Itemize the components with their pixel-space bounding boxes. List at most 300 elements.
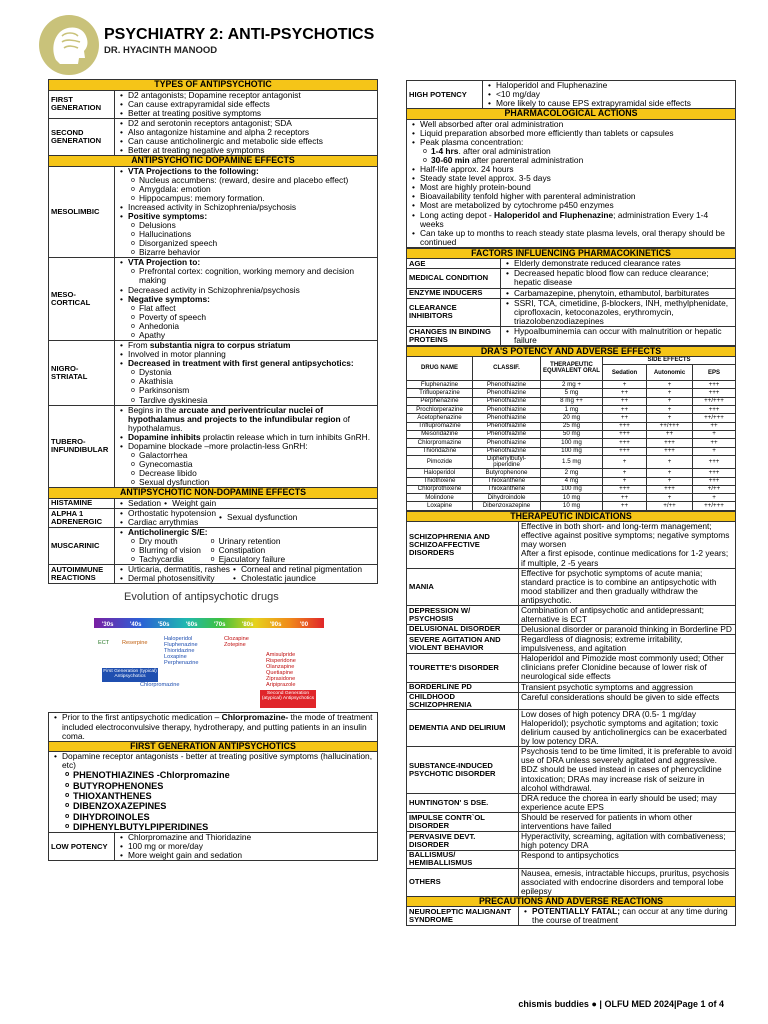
table-cell: + bbox=[603, 469, 647, 477]
table-cell: + bbox=[693, 447, 736, 455]
types-table bbox=[48, 79, 378, 584]
list-item bbox=[128, 359, 375, 404]
table-cell: + bbox=[647, 469, 693, 477]
cell-text: Low doses of high potency DRA (0.5- 1 mg/day Haloperidol); psychotic symptoms and agitation; toxic delirium caused by anticholinergics can be exacerbated by low potency DRA. bbox=[519, 709, 736, 746]
table-cell: 1.5 mg bbox=[541, 455, 603, 468]
bullet-list bbox=[51, 713, 375, 740]
table-cell: 100 mg bbox=[541, 439, 603, 447]
bullet-list bbox=[117, 91, 375, 118]
table-cell: Prochlorperazine bbox=[407, 406, 473, 414]
table-row bbox=[407, 389, 736, 397]
table-cell: Molindone bbox=[407, 494, 473, 502]
figure-label: Zotepine bbox=[224, 642, 246, 649]
table-cell: Phenothiazine bbox=[473, 439, 541, 447]
table-row bbox=[407, 709, 736, 746]
table-cell: ++ bbox=[603, 406, 647, 414]
table-cell: +++ bbox=[603, 422, 647, 430]
bullet-list bbox=[117, 406, 375, 488]
table-cell: + bbox=[647, 494, 693, 502]
table-cell: Phenothiazine bbox=[473, 397, 541, 405]
text-run: ; administration Every 1-4 weeks bbox=[420, 209, 709, 229]
column-header: DRUG NAME bbox=[407, 356, 473, 380]
list-item: o BUTYROPHENONES bbox=[73, 781, 375, 791]
section-title: TYPES OF ANTIPSYCHOTIC bbox=[49, 80, 378, 91]
list-item: o Tachycardia bbox=[139, 555, 208, 564]
row-label: CHILDHOOD SCHIZOPHRENIA bbox=[407, 692, 519, 709]
table-cell: 2 mg bbox=[541, 469, 603, 477]
figure-label: Risperidone bbox=[266, 658, 296, 665]
row-label: DELUSIONAL DISORDER bbox=[407, 625, 519, 635]
row-label: BORDERLINE PD bbox=[407, 682, 519, 692]
text-run: Dopamine blockade –more prolactin-less GnRH: bbox=[128, 440, 308, 451]
cell-text: After a first episode, continue medications for 1-2 years; if multiple, 2 -5 years bbox=[521, 548, 729, 568]
row-label: LOW POTENCY bbox=[49, 833, 115, 861]
table-cell: +++ bbox=[647, 439, 693, 447]
table-cell: + bbox=[603, 381, 647, 389]
table-cell: + bbox=[603, 477, 647, 485]
table-cell: Phenothiazine bbox=[473, 422, 541, 430]
list-item: o Galactorrhea bbox=[139, 451, 375, 460]
row-label: HUNTINGTON' S DSE. bbox=[407, 793, 519, 812]
list-item: o Ejaculatory failure bbox=[219, 555, 286, 564]
list-item: • Liquid preparation absorbed more efficiently than tablets or capsules bbox=[420, 129, 733, 138]
list-item: • Better at treating negative symptoms bbox=[128, 146, 375, 155]
list-item: • Corneal and retinal pigmentation bbox=[241, 565, 362, 574]
list-item bbox=[62, 713, 375, 740]
table-cell: +++ bbox=[693, 381, 736, 389]
table-cell: +/++ bbox=[693, 485, 736, 493]
list-item bbox=[128, 528, 208, 564]
section-title: ANTIPSYCHOTIC NON-DOPAMINE EFFECTS bbox=[49, 488, 378, 499]
list-item bbox=[420, 211, 733, 229]
table-cell: 1 mg bbox=[541, 406, 603, 414]
list-item: o DIPHENYLBUTYLPIPERIDINES bbox=[73, 822, 375, 832]
table-cell: +++ bbox=[603, 447, 647, 455]
table-cell: 20 mg bbox=[541, 414, 603, 422]
column-header: THERAPEUTIC EQUIVALENT ORAL bbox=[541, 356, 603, 380]
row-label: HISTAMINE bbox=[49, 498, 115, 508]
list-item: • Bioavailability tenfold higher with parenteral administration bbox=[420, 192, 733, 201]
bullet-list bbox=[485, 81, 733, 108]
cell-text: Regardless of diagnosis; extreme irritability, impulsiveness, and agitation bbox=[519, 635, 736, 654]
table-row bbox=[407, 477, 736, 485]
list-item: • D2 antagonists; Dopamine receptor antagonist bbox=[128, 91, 375, 100]
fga-box-label: First Generation (typical) Antipsychotics bbox=[103, 669, 157, 680]
row-label: TOURETTE'S DISORDER bbox=[407, 654, 519, 682]
table-cell: 100 mg bbox=[541, 485, 603, 493]
page-header bbox=[0, 0, 768, 78]
figure-label: Clozapine bbox=[224, 636, 249, 643]
evolution-figure bbox=[48, 588, 378, 710]
list-item: • Sexual dysfunction bbox=[227, 513, 297, 522]
table-cell: +++ bbox=[693, 389, 736, 397]
table-cell: ++/+++ bbox=[693, 397, 736, 405]
list-heading: Negative symptoms: bbox=[128, 293, 210, 304]
table-row bbox=[407, 447, 736, 455]
text-bold: 1-4 hrs bbox=[431, 145, 459, 156]
bullet-list bbox=[117, 167, 375, 258]
table-cell: 4 mg bbox=[541, 477, 603, 485]
text-bold: Dopamine inhibits bbox=[128, 431, 201, 442]
table-cell: Phenothiazine bbox=[473, 430, 541, 438]
row-label: FIRST GENERATION bbox=[49, 90, 115, 118]
cell-text: Hyperactivity, screaming, agitation with combativeness; high potency DRA bbox=[519, 831, 736, 850]
figure-label: Haloperidol bbox=[164, 636, 193, 643]
brain-head-logo-icon bbox=[38, 14, 100, 76]
footer-brand: chismis buddies bbox=[518, 999, 589, 1009]
cell-text: Effective in both short- and long-term management; effective against positive symptoms; negative symptoms may worsen bbox=[521, 521, 730, 550]
row-label: CHANGES IN BINDING PROTEINS bbox=[407, 326, 501, 345]
row-label: AGE bbox=[407, 259, 501, 269]
table-row bbox=[407, 422, 736, 430]
list-heading: Positive symptoms: bbox=[128, 210, 208, 221]
right-column bbox=[406, 80, 736, 926]
table-cell: Phenothiazine bbox=[473, 389, 541, 397]
table-row bbox=[407, 831, 736, 850]
list-item: o Decrease libido bbox=[139, 469, 375, 478]
table-cell: +++ bbox=[603, 430, 647, 438]
table-row bbox=[407, 747, 736, 793]
list-item: o Dry mouth bbox=[139, 537, 208, 546]
list-item: • Most are metabolized by cytochrome p450 enzymes bbox=[420, 201, 733, 210]
list-item: o DIBENZOXAZEPINES bbox=[73, 801, 375, 811]
table-cell: + bbox=[647, 455, 693, 468]
table-cell: ++ bbox=[647, 430, 693, 438]
table-row bbox=[407, 654, 736, 682]
row-label: MESOLIMBIC bbox=[49, 166, 115, 258]
bullet-list bbox=[117, 833, 375, 860]
list-heading: Anticholinergic S/E: bbox=[128, 527, 208, 538]
high-potency-table bbox=[406, 80, 736, 248]
row-label: SEVERE AGITATION AND VIOLENT BEHAVIOR bbox=[407, 635, 519, 654]
row-label: PERVASIVE DEVT. DISORDER bbox=[407, 831, 519, 850]
row-label: ENZYME INDUCERS bbox=[407, 288, 501, 298]
decade-bar bbox=[94, 618, 324, 628]
table-row bbox=[407, 793, 736, 812]
list-item: • Carbamazepine, phenytoin, ethambutol, barbiturates bbox=[514, 289, 733, 298]
list-item: • Increased activity in Schizophrenia/psychosis bbox=[128, 203, 375, 212]
list-item: • Urticaria, dermatitis, rashes bbox=[128, 565, 230, 574]
table-cell: ++ bbox=[603, 502, 647, 510]
row-label: IMPULSE CONTR`OL DISORDER bbox=[407, 812, 519, 831]
table-cell: + bbox=[647, 477, 693, 485]
table-cell: + bbox=[693, 494, 736, 502]
list-item: • 100 mg or more/day bbox=[128, 842, 375, 851]
list-item bbox=[128, 406, 375, 433]
list-item: o Anhedonia bbox=[139, 322, 375, 331]
list-item bbox=[420, 138, 733, 165]
table-cell: ++ bbox=[603, 494, 647, 502]
text-run: Long acting depot - bbox=[420, 209, 495, 220]
list-item: o Delusions bbox=[139, 221, 375, 230]
cell-text: Haloperidol and Pimozide most commonly used; Other clinicians prefer Clonidine because of lower risk of neurological side effects bbox=[519, 654, 736, 682]
figure-label: Quetiapine bbox=[266, 670, 294, 677]
table-row bbox=[407, 568, 736, 605]
left-column bbox=[48, 79, 378, 861]
list-item: • Involved in motor planning bbox=[128, 350, 375, 359]
table-cell: Diphenylbutyl-piperidine bbox=[473, 455, 541, 468]
cell-text: Psychosis tend to be time limited, it is preferable to avoid use of DRA unless severely agitated and aggressive. BDZ should be used instead in cases of phencyclidine intoxication; DRAs may increase risk of seizure in alcohol withdrawal. bbox=[519, 747, 736, 793]
table-cell: +++ bbox=[693, 455, 736, 468]
table-cell: + bbox=[647, 414, 693, 422]
table-cell: Fluphenazine bbox=[407, 381, 473, 389]
list-item: • Most are highly protein-bound bbox=[420, 183, 733, 192]
table-cell: Phenothiazine bbox=[473, 447, 541, 455]
table-cell: +++ bbox=[647, 485, 693, 493]
row-label: DEPRESSION W/ PSYCHOSIS bbox=[407, 605, 519, 624]
text-run: prolactin release which in turn inhibits GnRH. bbox=[200, 431, 371, 442]
table-cell: Chlorprothixene bbox=[407, 485, 473, 493]
table-cell: +++ bbox=[603, 485, 647, 493]
footer-bubble-icon: ● bbox=[591, 999, 597, 1009]
list-item bbox=[62, 752, 375, 832]
table-cell: ++ bbox=[603, 397, 647, 405]
table-cell: Thioxanthene bbox=[473, 477, 541, 485]
bullet-list bbox=[117, 258, 375, 340]
cell-text: Delusional disorder or paranoid thinking in Borderline PD bbox=[519, 625, 736, 635]
row-label: ALPHA 1 ADRENERGIC bbox=[49, 508, 115, 527]
table-row bbox=[407, 851, 736, 868]
table-cell: Trifluoperazine bbox=[407, 389, 473, 397]
list-item: o Urinary retention bbox=[219, 537, 286, 546]
table-cell: +++ bbox=[603, 439, 647, 447]
list-item: o Tardive dyskinesia bbox=[139, 396, 375, 405]
table-cell: 25 mg bbox=[541, 422, 603, 430]
list-item: o Prefrontal cortex: cognition, working memory and decision making bbox=[139, 267, 375, 285]
list-item: • More likely to cause EPS extrapyramidal side effects bbox=[496, 99, 733, 108]
figure-label: Amisulpride bbox=[266, 652, 296, 659]
list-item: o Nucleus accumbens: (reward, desire and placebo effect) bbox=[139, 176, 375, 185]
section-title: DRA'S POTENCY AND ADVERSE EFFECTS bbox=[407, 347, 736, 357]
text-bold: Chlorpromazine- bbox=[221, 712, 289, 723]
table-cell: ++/+++ bbox=[693, 502, 736, 510]
table-cell: + bbox=[647, 397, 693, 405]
cell-text: Should be reserved for patients in whom other interventions have failed bbox=[519, 812, 736, 831]
pharmacokinetics-table bbox=[406, 248, 736, 346]
figure-title: Evolution of antipsychotic drugs bbox=[124, 591, 279, 604]
text-run: Prior to the first antipsychotic medication – bbox=[62, 712, 222, 723]
table-row bbox=[407, 469, 736, 477]
decade-label: '70s bbox=[214, 622, 226, 629]
figure-label: Ziprasidone bbox=[266, 676, 296, 683]
row-label: MESO-CORTICAL bbox=[49, 258, 115, 341]
list-item: • Chlorpromazine and Thioridazine bbox=[128, 833, 375, 842]
table-cell: + bbox=[647, 389, 693, 397]
table-cell: 5 mg bbox=[541, 389, 603, 397]
table-cell: ++ bbox=[693, 422, 736, 430]
list-item: • Can cause extrapyramidal side effects bbox=[128, 100, 375, 109]
evolution-timeline-figure bbox=[48, 588, 378, 710]
table-cell: +/++ bbox=[647, 502, 693, 510]
bullet-list bbox=[409, 120, 733, 247]
column-header: EPS bbox=[693, 365, 736, 381]
figure-label: Thioridazine bbox=[164, 648, 195, 655]
list-item: • Hypoalbuminemia can occur with malnutrition or hepatic failure bbox=[514, 327, 733, 345]
list-item: • Elderly demonstrate reduced clearance rates bbox=[514, 259, 733, 268]
text-bold: arcuate and periventricular nuclei of hypothalamus and projects to the infundibular region bbox=[128, 405, 341, 424]
section-title: FIRST GENERATION ANTIPSYCHOTICS bbox=[49, 741, 378, 752]
list-item bbox=[532, 907, 733, 925]
table-row bbox=[407, 381, 736, 389]
section-title: PRECAUTIONS AND ADVERSE REACTIONS bbox=[407, 896, 736, 907]
figure-label: Chlorpromazine bbox=[140, 682, 180, 689]
table-cell: Triflupromazine bbox=[407, 422, 473, 430]
section-title: THERAPEUTIC INDICATIONS bbox=[407, 511, 736, 522]
decade-label: '40s bbox=[130, 622, 142, 629]
table-cell: +++ bbox=[693, 469, 736, 477]
list-item: • SSRI, TCA, cimetidine, β-blockers, INH, methylphenidate, ciprofloxacin, ketoconazoles, erythromycin, triazolobenzodiazepines bbox=[514, 299, 733, 326]
list-item: o Blurring of vision bbox=[139, 546, 208, 555]
figure-label: Aripiprazole bbox=[266, 682, 296, 689]
page-title: PSYCHIATRY 2: ANTI-PSYCHOTICS bbox=[104, 26, 375, 43]
list-item: • Weight gain bbox=[172, 499, 216, 508]
list-item: • Steady state level approx. 3-5 days bbox=[420, 174, 733, 183]
list-item: • Half-life approx. 24 hours bbox=[420, 165, 733, 174]
figure-label: Fluphenazine bbox=[164, 642, 198, 649]
list-item: o Disorganized speech bbox=[139, 239, 375, 248]
table-cell: Haloperidol bbox=[407, 469, 473, 477]
row-label: MUSCARINIC bbox=[49, 528, 115, 565]
table-cell: Chlorpromazine bbox=[407, 439, 473, 447]
cell-text: Transient psychotic symptoms and aggression bbox=[519, 682, 736, 692]
decade-label: '00 bbox=[300, 622, 309, 629]
row-label: MANIA bbox=[407, 568, 519, 605]
table-row bbox=[407, 605, 736, 624]
decade-label: '50s bbox=[158, 622, 170, 629]
cell-text: Respond to antipsychotics bbox=[519, 851, 736, 868]
table-cell: Thioxanthene bbox=[473, 485, 541, 493]
list-item: • Orthostatic hypotension bbox=[128, 509, 216, 518]
text-bold: 30-60 min bbox=[431, 155, 470, 166]
dra-table bbox=[406, 346, 736, 511]
row-label: OTHERS bbox=[407, 868, 519, 896]
table-cell: Thioridazine bbox=[407, 447, 473, 455]
section-title: PHARMACOLOGICAL ACTIONS bbox=[407, 109, 736, 120]
table-row bbox=[407, 485, 736, 493]
row-label: SUBSTANCE-INDUCED PSYCHOTIC DISORDER bbox=[407, 747, 519, 793]
table-row bbox=[407, 635, 736, 654]
list-item: o Poverty of speech bbox=[139, 313, 375, 322]
list-item: o Hippocampus: memory formation. bbox=[139, 194, 375, 203]
list-item: • Dermal photosensitivity bbox=[128, 574, 230, 583]
list-item bbox=[128, 442, 375, 487]
sga-box-label: Second Generation (atypical) Antipsychotics bbox=[261, 691, 315, 702]
list-item: o Apathy bbox=[139, 331, 375, 340]
column-header: CLASSIF. bbox=[473, 356, 541, 380]
table-cell: Acetophenazine bbox=[407, 414, 473, 422]
page-footer bbox=[518, 1000, 724, 1010]
row-label: DEMENTIA AND DELIRIUM bbox=[407, 709, 519, 746]
text-run: Peak plasma concentration: bbox=[420, 136, 524, 147]
table-cell: Perphenazine bbox=[407, 397, 473, 405]
list-item: • <10 mg/day bbox=[496, 90, 733, 99]
text-run: . after oral administration bbox=[458, 145, 551, 156]
table-cell: Mesoridazine bbox=[407, 430, 473, 438]
bullet-list bbox=[117, 341, 375, 405]
list-item: o Gynecomastia bbox=[139, 460, 375, 469]
cell-text: Nausea, emesis, intractable hiccups, pruritus, psychosis associated with endocrine disorders and temporal lobe epilepsy bbox=[519, 868, 736, 896]
cell-text: DRA reduce the chorea in early should be used; may experience acute EPS bbox=[519, 793, 736, 812]
list-item: • Decreased hepatic blood flow can reduce clearance; hepatic disease bbox=[514, 269, 733, 287]
table-cell: ++ bbox=[603, 389, 647, 397]
row-label: MEDICAL CONDITION bbox=[407, 269, 501, 288]
list-item: o Hallucinations bbox=[139, 230, 375, 239]
list-item: o Bizarre behavior bbox=[139, 248, 375, 257]
list-item bbox=[128, 167, 375, 203]
list-heading: VTA Projections to the following: bbox=[128, 166, 259, 176]
list-item: • Can cause anticholinergic and metabolic side effects bbox=[128, 137, 375, 146]
text-bold: substantia nigra to corpus striatum bbox=[149, 340, 291, 351]
list-item bbox=[128, 258, 375, 285]
table-cell: ++ bbox=[693, 439, 736, 447]
list-item: • Cardiac arrythmias bbox=[128, 518, 216, 527]
table-row bbox=[407, 868, 736, 896]
table-cell: Pimozide bbox=[407, 455, 473, 468]
table-row bbox=[407, 430, 736, 438]
figure-label: Loxapine bbox=[164, 654, 187, 661]
row-label: TUBERO-INFUNDIBULAR bbox=[49, 405, 115, 488]
cell-text: Effective for psychotic symptoms of acute mania; standard practice is to combine an antipsychotic with mood stabilizer and then gradually withdraw the antipsychotic. bbox=[519, 568, 736, 605]
table-row bbox=[407, 406, 736, 414]
decade-label: '90s bbox=[270, 622, 282, 629]
list-item: • Haloperidol and Fluphenazine bbox=[496, 81, 733, 90]
text-run: can occur at any time during the course of treatment bbox=[532, 906, 728, 926]
list-item: • Well absorbed after oral administration bbox=[420, 120, 733, 129]
text-bold: Decreased in treatment with first general antipsychotics: bbox=[128, 358, 354, 369]
list-item: • Cholestatic jaundice bbox=[241, 574, 362, 583]
list-item: • Also antagonize histamine and alpha 2 receptors bbox=[128, 128, 375, 137]
table-row bbox=[407, 682, 736, 692]
bullet-list bbox=[117, 119, 375, 155]
column-header: Autonomic bbox=[647, 365, 693, 381]
table-cell: + bbox=[693, 430, 736, 438]
figure-label: Perphenazine bbox=[164, 660, 199, 667]
table-row bbox=[407, 625, 736, 635]
list-item bbox=[128, 212, 375, 257]
text-run: Dopamine receptor antagonists - better at treating positive symptoms (hallucination, etc) bbox=[62, 751, 373, 771]
figure-label: Olanzapine bbox=[266, 664, 295, 671]
fga-table bbox=[48, 712, 378, 861]
list-item: • Sedation bbox=[128, 499, 161, 508]
list-item bbox=[128, 295, 375, 340]
footer-page: | OLFU MED 2024|Page 1 of 4 bbox=[599, 999, 724, 1009]
row-label: CLEARANCE INHIBITORS bbox=[407, 298, 501, 326]
table-row bbox=[407, 455, 736, 468]
cell-text: Careful considerations should be given to side effects bbox=[519, 692, 736, 709]
list-item: • More weight gain and sedation bbox=[128, 851, 375, 860]
list-item: o Constipation bbox=[219, 546, 286, 555]
table-cell: Butyrophenone bbox=[473, 469, 541, 477]
table-cell: Phenothiazine bbox=[473, 406, 541, 414]
row-label: SCHIZOPHRENIA AND SCHIZOAFFECTIVE DISORDERS bbox=[407, 522, 519, 568]
list-item: o Akathisia bbox=[139, 377, 375, 386]
table-cell: 50 mg bbox=[541, 430, 603, 438]
text-run: the mode of treatment included electroconvulsive therapy, hydrotherapy, and putting patients in an insulin coma. bbox=[62, 712, 373, 741]
table-row bbox=[407, 502, 736, 510]
list-item: o Dystonia bbox=[139, 368, 375, 377]
table-cell: +++ bbox=[647, 447, 693, 455]
table-row bbox=[407, 414, 736, 422]
table-cell: Phenothiazine bbox=[473, 414, 541, 422]
table-cell: Loxapine bbox=[407, 502, 473, 510]
table-row bbox=[407, 692, 736, 709]
row-label: NEUROLEPTIC MALIGNANT SYNDROME bbox=[407, 907, 519, 926]
table-cell: 2 mg + bbox=[541, 381, 603, 389]
table-cell: +++ bbox=[693, 477, 736, 485]
indications-table bbox=[406, 511, 736, 927]
list-item: o THIOXANTHENES bbox=[73, 791, 375, 801]
section-title: FACTORS INFLUENCING PHARMACOKINETICS bbox=[407, 248, 736, 259]
